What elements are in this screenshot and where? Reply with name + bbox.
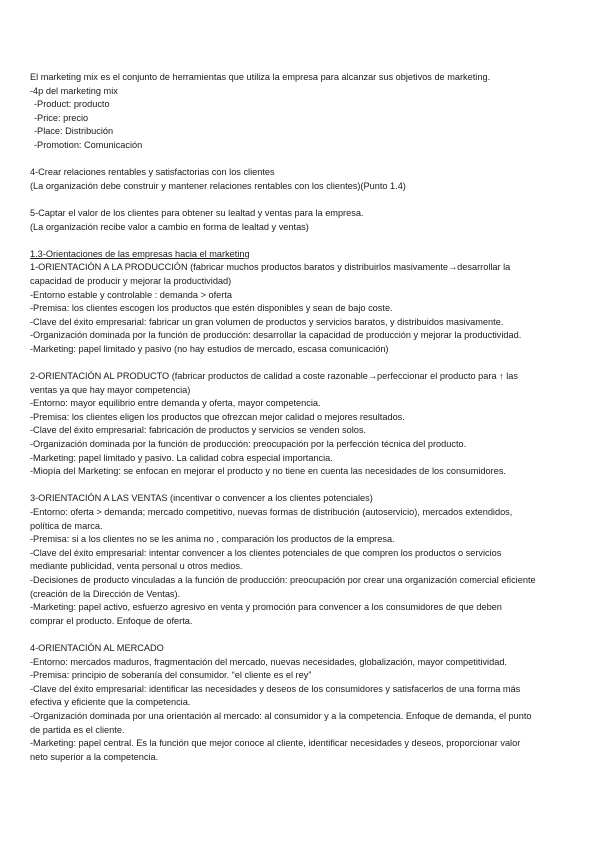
text-line: -Marketing: papel activo, esfuerzo agresivo en venta y promoción para convencer a los consumidores de que deben <box>30 602 502 613</box>
text-line: -Organización dominada por una orientación al mercado: al consumidor y a la competencia. Enfoque de demanda, el punto <box>30 710 532 721</box>
intro-text: El marketing mix es el conjunto de herramientas que utiliza la empresa para alcanzar sus objetivos de marketing. <box>30 72 491 82</box>
text-line: comprar el producto. Enfoque de oferta. <box>30 615 193 626</box>
document-body <box>30 71 575 764</box>
spacer <box>30 479 575 493</box>
text-line: -Premisa: si a los clientes no se les anima no , comparación los productos de la empresa. <box>30 534 395 545</box>
point-5-title: 5-Captar el valor de los clientes para obtener su lealtad y ventas para la empresa. <box>30 207 364 218</box>
list-item: -Product: producto <box>34 99 110 110</box>
text-line: ventas ya que hay mayor competencia) <box>30 384 191 395</box>
text-line: -Entorno: oferta > demanda; mercado competitivo, nuevas formas de distribución (autoservicio), mercados extendidos, <box>30 507 513 517</box>
list-item: -Promotion: Comunicación <box>34 139 143 150</box>
orientation-3-title: 3-ORIENTACIÓN A LAS VENTAS (incentivar o convencer a los clientes potenciales) <box>30 493 373 504</box>
text-line: -Marketing: papel central. Es la función que mejor conoce al cliente, identificar necesidades y deseos, proporcionar valor <box>30 738 521 749</box>
point-4-note: (La organización debe construir y mantener relaciones rentables con los clientes)(Punto 1.4) <box>30 180 406 191</box>
text-line: -Marketing: papel limitado y pasivo. La calidad cobra especial importancia. <box>30 452 333 463</box>
spacer <box>30 153 575 167</box>
orientation-1-title: 1-ORIENTACIÓN A LA PRODUCCIÓN (fabricar muchos productos baratos y distribuirlos masivamente→desarrollar la <box>30 262 511 273</box>
text-line: -Decisiones de producto vinculadas a la función de producción: preocupación por crear una organización comercial eficiente <box>30 574 536 585</box>
text-line: de partida es el cliente. <box>30 724 125 735</box>
text-line: -Clave del éxito empresarial: fabricación de productos y servicios se venden solos. <box>30 425 367 436</box>
list-item: -Place: Distribución <box>34 126 114 137</box>
text-line: -Entorno estable y controlable : demanda > oferta <box>30 289 232 300</box>
spacer <box>30 356 575 370</box>
text-line: -Premisa: los clientes escogen los productos que estén disponibles y sean de bajo coste. <box>30 303 393 314</box>
text-line: -Clave del éxito empresarial: identificar las necesidades y deseos de los consumidores y satisfacerlos de una forma más <box>30 683 521 694</box>
text-line: -Premisa: los clientes eligen los productos que ofrezcan mejor calidad o mejores resultados. <box>30 411 405 422</box>
spacer <box>30 628 575 642</box>
text-line: -Entorno: mayor equilibrio entre demanda y oferta, mayor competencia. <box>30 398 321 409</box>
point-5-note: (La organización recibe valor a cambio en forma de lealtad y ventas) <box>30 221 309 232</box>
text-line: -Organización dominada por la función de producción: desarrollar la capacidad de producción y mejorar la productividad. <box>30 330 522 341</box>
text-line: -Marketing: papel limitado y pasivo (no hay estudios de mercado, escasa comunicación) <box>30 343 389 354</box>
text-line: -Organización dominada por la función de producción: preocupación por la perfección técnica del producto. <box>30 439 467 450</box>
point-4-title: 4-Crear relaciones rentables y satisfactorias con los clientes <box>30 167 275 178</box>
orientation-2-title: 2-ORIENTACIÓN AL PRODUCTO (fabricar productos de calidad a coste razonable→perfeccionar el producto para ↑ las <box>30 371 518 382</box>
text-line: capacidad de producir y mejorar la productividad) <box>30 275 232 286</box>
marketing-mix-heading: -4p del marketing mix <box>30 85 118 96</box>
list-item: -Price: precio <box>34 112 89 123</box>
text-line: -Clave del éxito empresarial: intentar convencer a los clientes potenciales de que compren los productos o servicios <box>30 547 502 558</box>
text-line: mediante publicidad, venta personal u otros medios. <box>30 561 243 572</box>
text-line: -Clave del éxito empresarial: fabricar un gran volumen de productos y servicios baratos, y distribuidos masivamente. <box>30 316 504 327</box>
text-line: política de marca. <box>30 520 103 531</box>
text-line: neto superior a la competencia. <box>30 751 159 762</box>
text-line: -Miopía del Marketing: se enfocan en mejorar el producto y no tiene en cuenta las necesidades de los consumidores. <box>30 466 506 477</box>
text-line: -Entorno: mercados maduros, fragmentación del mercado, nuevas necesidades, globalización, mayor competitividad. <box>30 656 507 667</box>
text-line: efectiva y eficiente que la competencia. <box>30 697 191 708</box>
orientation-4-title: 4-ORIENTACIÓN AL MERCADO <box>30 642 164 653</box>
spacer <box>30 234 575 248</box>
text-line: (creación de la Dirección de Ventas). <box>30 588 181 599</box>
spacer <box>30 193 575 207</box>
section-heading: 1.3-Orientaciones de las empresas hacia el marketing <box>30 248 250 259</box>
text-line: -Premisa: principio de soberanía del consumidor. “el cliente es el rey” <box>30 670 312 681</box>
